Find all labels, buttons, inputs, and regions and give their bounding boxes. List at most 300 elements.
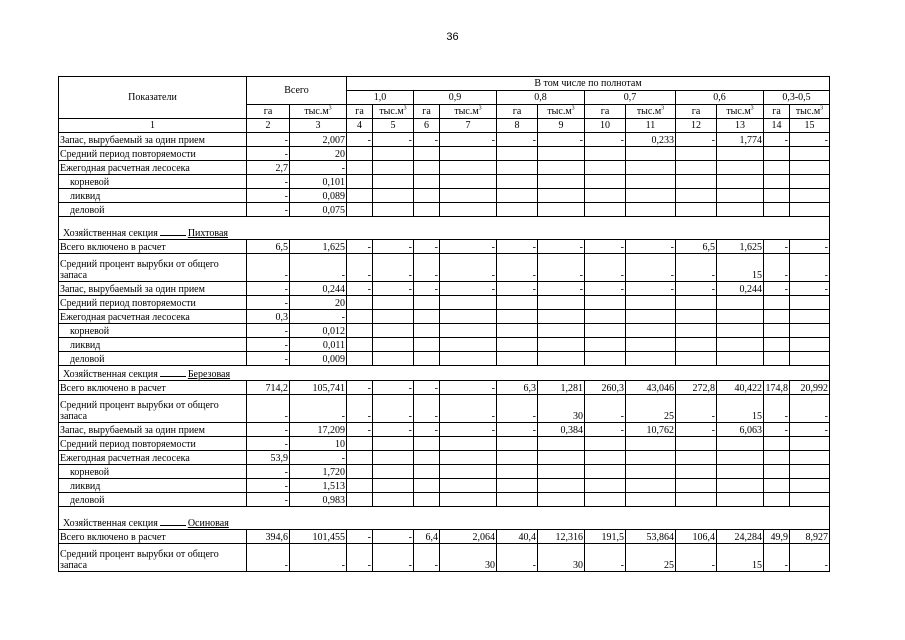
- table-cell: -: [414, 240, 440, 254]
- table-cell: [626, 175, 676, 189]
- table-cell: [440, 451, 497, 465]
- table-cell: -: [790, 254, 830, 282]
- column-number: 13: [717, 119, 764, 133]
- table-cell: [347, 493, 373, 507]
- table-cell: 260,3: [585, 381, 626, 395]
- table-cell: -: [676, 544, 717, 572]
- unit-volume-text: тыс.м: [636, 106, 662, 117]
- table-cell: 191,5: [585, 530, 626, 544]
- table-cell: [497, 175, 538, 189]
- table-cell: [676, 437, 717, 451]
- unit-volume-sup: 3: [750, 105, 754, 112]
- table-cell: [440, 310, 497, 324]
- table-cell: [538, 465, 585, 479]
- table-cell: 6,5: [247, 240, 290, 254]
- table-cell: -: [585, 544, 626, 572]
- table-cell: -: [440, 423, 497, 437]
- table-cell: -: [626, 282, 676, 296]
- table-header: [59, 77, 830, 133]
- table-cell: -: [247, 437, 290, 451]
- section-name: Осиновая: [187, 518, 229, 529]
- row-label: деловой: [59, 352, 247, 366]
- table-cell: 20: [290, 147, 347, 161]
- table-cell: 0,233: [626, 133, 676, 147]
- column-number: 14: [764, 119, 790, 133]
- table-cell: -: [373, 395, 414, 423]
- table-cell: -: [626, 240, 676, 254]
- table-cell: [497, 437, 538, 451]
- table-cell: 0,011: [290, 338, 347, 352]
- table-cell: [440, 493, 497, 507]
- table-cell: -: [247, 479, 290, 493]
- table-cell: [414, 310, 440, 324]
- table-cell: -: [347, 381, 373, 395]
- table-cell: [790, 451, 830, 465]
- table-cell: -: [247, 254, 290, 282]
- density-header: 0,9: [414, 91, 497, 105]
- table-cell: [373, 161, 414, 175]
- table-cell: [717, 161, 764, 175]
- table-cell: [676, 161, 717, 175]
- table-cell: 53,9: [247, 451, 290, 465]
- row-label: Запас, вырубаемый за один прием: [59, 133, 247, 147]
- unit-volume-sup: 3: [328, 105, 332, 112]
- table-cell: -: [373, 423, 414, 437]
- table-row: [59, 324, 830, 338]
- table-cell: [538, 338, 585, 352]
- table-cell: [585, 451, 626, 465]
- table-cell: 714,2: [247, 381, 290, 395]
- table-row: [59, 451, 830, 465]
- column-number: 4: [347, 119, 373, 133]
- table-cell: -: [440, 240, 497, 254]
- table-cell: [414, 338, 440, 352]
- table-cell: -: [347, 254, 373, 282]
- column-number: 15: [790, 119, 830, 133]
- table-row: [59, 147, 830, 161]
- table-cell: [440, 161, 497, 175]
- table-cell: [440, 479, 497, 493]
- table-cell: -: [290, 161, 347, 175]
- table-cell: -: [790, 240, 830, 254]
- table-cell: [676, 189, 717, 203]
- table-cell: 101,455: [290, 530, 347, 544]
- table-row: [59, 310, 830, 324]
- header-total: Всего: [247, 77, 347, 105]
- unit-volume-sup: 3: [820, 105, 824, 112]
- table-cell: -: [414, 282, 440, 296]
- unit-volume-text: тыс.м: [726, 106, 751, 117]
- table-cell: [440, 437, 497, 451]
- table-row: [59, 282, 830, 296]
- column-number: 1: [59, 119, 247, 133]
- column-number: 8: [497, 119, 538, 133]
- table-cell: -: [764, 423, 790, 437]
- row-label: Ежегодная расчетная лесосека: [59, 161, 247, 175]
- table-cell: [626, 296, 676, 310]
- table-cell: [538, 203, 585, 217]
- table-cell: 0,075: [290, 203, 347, 217]
- table-cell: -: [764, 240, 790, 254]
- forest-harvest-table: [58, 76, 830, 572]
- unit-volume: [290, 105, 347, 119]
- table-cell: 0,244: [290, 282, 347, 296]
- row-label: Всего включено в расчет: [59, 530, 247, 544]
- density-header: 0,3-0,5: [764, 91, 830, 105]
- table-cell: [440, 465, 497, 479]
- unit-volume: [538, 105, 585, 119]
- table-cell: [414, 451, 440, 465]
- table-cell: -: [626, 254, 676, 282]
- row-label: Ежегодная расчетная лесосека: [59, 310, 247, 324]
- table-cell: [717, 175, 764, 189]
- table-cell: [764, 451, 790, 465]
- table-cell: [497, 493, 538, 507]
- table-cell: [414, 296, 440, 310]
- table-cell: -: [373, 240, 414, 254]
- table-cell: -: [347, 133, 373, 147]
- unit-volume: [373, 105, 414, 119]
- table-cell: [676, 175, 717, 189]
- density-header: 1,0: [347, 91, 414, 105]
- table-cell: [414, 147, 440, 161]
- table-cell: -: [790, 423, 830, 437]
- table-cell: [585, 437, 626, 451]
- table-cell: [373, 189, 414, 203]
- table-cell: -: [440, 282, 497, 296]
- table-cell: -: [247, 189, 290, 203]
- unit-volume-text: тыс.м: [547, 106, 572, 117]
- table-cell: [626, 451, 676, 465]
- column-number: 12: [676, 119, 717, 133]
- table-cell: [414, 465, 440, 479]
- table-cell: -: [790, 133, 830, 147]
- table-cell: [626, 324, 676, 338]
- table-cell: [414, 203, 440, 217]
- table-cell: [585, 310, 626, 324]
- table-cell: [538, 175, 585, 189]
- table-cell: [414, 352, 440, 366]
- table-cell: [538, 310, 585, 324]
- unit-volume: [717, 105, 764, 119]
- table-cell: -: [497, 254, 538, 282]
- table-cell: [373, 479, 414, 493]
- table-cell: [764, 310, 790, 324]
- table-cell: 0,384: [538, 423, 585, 437]
- table-row: [59, 161, 830, 175]
- table-cell: 30: [538, 544, 585, 572]
- column-number: 10: [585, 119, 626, 133]
- table-cell: -: [676, 133, 717, 147]
- table-cell: [538, 437, 585, 451]
- table-cell: [347, 324, 373, 338]
- table-cell: -: [373, 282, 414, 296]
- table-cell: [440, 203, 497, 217]
- table-cell: -: [676, 254, 717, 282]
- table-cell: [676, 310, 717, 324]
- table-cell: [790, 338, 830, 352]
- table-cell: [626, 437, 676, 451]
- table-cell: [373, 493, 414, 507]
- table-cell: -: [373, 254, 414, 282]
- table-cell: [538, 161, 585, 175]
- table-cell: -: [585, 133, 626, 147]
- table-cell: [790, 189, 830, 203]
- table-cell: -: [247, 175, 290, 189]
- table-cell: [717, 296, 764, 310]
- table-cell: 1,625: [717, 240, 764, 254]
- table-cell: 2,007: [290, 133, 347, 147]
- table-cell: [626, 338, 676, 352]
- table-cell: 394,6: [247, 530, 290, 544]
- unit-ha: га: [764, 105, 790, 119]
- table-row: [59, 530, 830, 544]
- table-cell: [676, 147, 717, 161]
- table-cell: -: [373, 381, 414, 395]
- section-row: [59, 366, 830, 381]
- table-cell: -: [290, 544, 347, 572]
- section-underline: [160, 376, 186, 377]
- row-label: Запас, вырубаемый за один прием: [59, 423, 247, 437]
- table-cell: [676, 465, 717, 479]
- table-cell: 10: [290, 437, 347, 451]
- table-cell: [440, 147, 497, 161]
- table-cell: [676, 352, 717, 366]
- table-cell: [764, 324, 790, 338]
- table-cell: [717, 189, 764, 203]
- table-cell: -: [538, 240, 585, 254]
- table-cell: 40,4: [497, 530, 538, 544]
- table-cell: [585, 465, 626, 479]
- table-row: [59, 254, 830, 282]
- table-cell: [373, 437, 414, 451]
- table-cell: -: [247, 324, 290, 338]
- table-cell: [676, 451, 717, 465]
- table-cell: [440, 175, 497, 189]
- table-cell: -: [347, 530, 373, 544]
- table-cell: [790, 296, 830, 310]
- table-cell: 15: [717, 395, 764, 423]
- table-cell: [717, 147, 764, 161]
- section-row: [59, 507, 830, 530]
- table-cell: [717, 310, 764, 324]
- table-cell: 1,774: [717, 133, 764, 147]
- table-cell: [790, 437, 830, 451]
- table-cell: [764, 203, 790, 217]
- table-cell: [717, 203, 764, 217]
- table-row: [59, 544, 830, 572]
- table-cell: [790, 465, 830, 479]
- column-number: 5: [373, 119, 414, 133]
- table-cell: [626, 203, 676, 217]
- table-cell: [585, 296, 626, 310]
- table-cell: 106,4: [676, 530, 717, 544]
- table-row: [59, 189, 830, 203]
- table-cell: [585, 147, 626, 161]
- table-cell: -: [538, 282, 585, 296]
- table-cell: -: [497, 423, 538, 437]
- table-cell: [538, 296, 585, 310]
- table-cell: [717, 479, 764, 493]
- table-cell: -: [790, 544, 830, 572]
- table-cell: -: [347, 282, 373, 296]
- table-cell: [414, 324, 440, 338]
- unit-volume-text: тыс.м: [304, 106, 329, 117]
- table-cell: 2,7: [247, 161, 290, 175]
- table-cell: [676, 493, 717, 507]
- table-cell: [347, 352, 373, 366]
- table-cell: -: [497, 395, 538, 423]
- table-cell: [626, 479, 676, 493]
- table-cell: -: [497, 240, 538, 254]
- table-cell: [717, 437, 764, 451]
- table-cell: [497, 451, 538, 465]
- section-underline: [160, 525, 186, 526]
- table-cell: -: [414, 254, 440, 282]
- table-cell: [347, 310, 373, 324]
- row-label: Средний процент вырубки от общего запаса: [59, 544, 247, 572]
- row-label: корневой: [59, 175, 247, 189]
- table-cell: 0,983: [290, 493, 347, 507]
- table-cell: 6,3: [497, 381, 538, 395]
- table-cell: -: [290, 395, 347, 423]
- table-cell: [764, 465, 790, 479]
- table-cell: [585, 189, 626, 203]
- table-cell: 6,5: [676, 240, 717, 254]
- table-cell: [676, 296, 717, 310]
- section-row: [59, 217, 830, 240]
- table-cell: [790, 324, 830, 338]
- unit-ha: га: [676, 105, 717, 119]
- table-cell: -: [414, 395, 440, 423]
- table-cell: [440, 352, 497, 366]
- table-cell: 2,064: [440, 530, 497, 544]
- table-cell: [764, 189, 790, 203]
- table-cell: 24,284: [717, 530, 764, 544]
- table-cell: [414, 161, 440, 175]
- density-header: 0,6: [676, 91, 764, 105]
- table-cell: [626, 147, 676, 161]
- table-cell: -: [247, 147, 290, 161]
- table-cell: [347, 338, 373, 352]
- section-title: [59, 507, 830, 530]
- table-cell: -: [373, 530, 414, 544]
- unit-volume-text: тыс.м: [454, 106, 479, 117]
- table-cell: [764, 352, 790, 366]
- table-cell: [373, 175, 414, 189]
- table-cell: [414, 479, 440, 493]
- table-cell: -: [764, 133, 790, 147]
- table-cell: [538, 352, 585, 366]
- table-row: [59, 352, 830, 366]
- column-number: 7: [440, 119, 497, 133]
- column-number: 2: [247, 119, 290, 133]
- table-cell: 1,720: [290, 465, 347, 479]
- header-indicator: Показатели: [59, 77, 247, 119]
- row-label: Средний период повторяемости: [59, 296, 247, 310]
- section-label: Хозяйственная секция: [63, 369, 158, 380]
- table-cell: 17,209: [290, 423, 347, 437]
- table-cell: [347, 465, 373, 479]
- table-cell: [347, 203, 373, 217]
- table-cell: [764, 479, 790, 493]
- column-number: 9: [538, 119, 585, 133]
- row-label: ликвид: [59, 338, 247, 352]
- table-cell: [626, 352, 676, 366]
- table-cell: [497, 324, 538, 338]
- table-cell: [440, 296, 497, 310]
- table-cell: -: [764, 544, 790, 572]
- table-cell: 1,281: [538, 381, 585, 395]
- section-label: Хозяйственная секция: [63, 518, 158, 529]
- table-cell: -: [414, 544, 440, 572]
- table-cell: [497, 338, 538, 352]
- table-cell: [538, 479, 585, 493]
- table-cell: [538, 189, 585, 203]
- table-cell: [790, 352, 830, 366]
- table-cell: [373, 324, 414, 338]
- page-number: 36: [446, 31, 459, 43]
- table-cell: [497, 352, 538, 366]
- table-row: [59, 493, 830, 507]
- table-cell: [373, 352, 414, 366]
- table-row: [59, 133, 830, 147]
- table-cell: 15: [717, 544, 764, 572]
- table-cell: [676, 338, 717, 352]
- row-label: Всего включено в расчет: [59, 381, 247, 395]
- table-cell: [347, 451, 373, 465]
- row-label: Ежегодная расчетная лесосека: [59, 451, 247, 465]
- density-header: 0,7: [585, 91, 676, 105]
- row-label: Всего включено в расчет: [59, 240, 247, 254]
- row-label: Средний период повторяемости: [59, 147, 247, 161]
- table-cell: [790, 203, 830, 217]
- table-cell: -: [764, 395, 790, 423]
- table-cell: -: [247, 493, 290, 507]
- table-cell: [585, 203, 626, 217]
- table-cell: -: [290, 254, 347, 282]
- table-cell: -: [347, 395, 373, 423]
- table-row: [59, 175, 830, 189]
- table-cell: [497, 465, 538, 479]
- column-number: 6: [414, 119, 440, 133]
- table-cell: 53,864: [626, 530, 676, 544]
- table-cell: -: [585, 423, 626, 437]
- section-name: Пихтовая: [187, 228, 229, 239]
- table-cell: -: [373, 133, 414, 147]
- table-cell: 20: [290, 296, 347, 310]
- table-cell: -: [414, 133, 440, 147]
- table-cell: -: [538, 254, 585, 282]
- table-cell: [585, 493, 626, 507]
- table-cell: [347, 296, 373, 310]
- table-cell: [626, 189, 676, 203]
- table-cell: [626, 310, 676, 324]
- table-cell: [764, 147, 790, 161]
- row-label: Запас, вырубаемый за один прием: [59, 282, 247, 296]
- unit-volume: [790, 105, 830, 119]
- row-label: деловой: [59, 493, 247, 507]
- table-cell: [373, 451, 414, 465]
- column-number: 3: [290, 119, 347, 133]
- unit-volume: [440, 105, 497, 119]
- table-cell: [585, 324, 626, 338]
- table-cell: -: [247, 282, 290, 296]
- table-cell: 25: [626, 544, 676, 572]
- unit-ha: га: [247, 105, 290, 119]
- table-cell: 6,4: [414, 530, 440, 544]
- table-cell: -: [373, 544, 414, 572]
